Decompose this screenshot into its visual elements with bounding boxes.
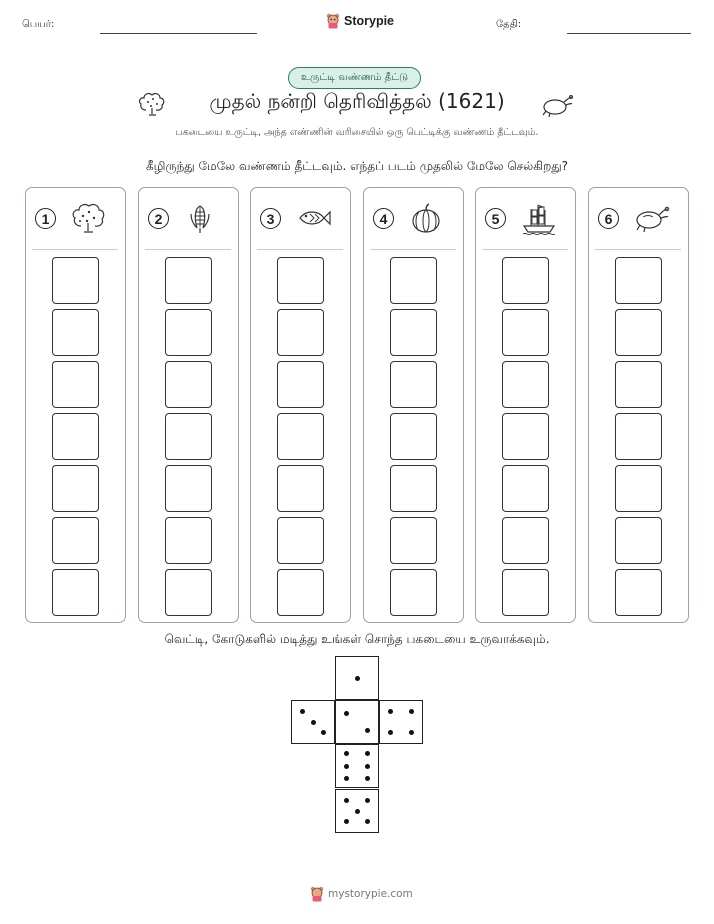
footer xyxy=(310,886,413,902)
dice-pip xyxy=(311,720,316,725)
color-box[interactable] xyxy=(165,361,212,408)
dice-face-1 xyxy=(335,656,379,700)
dice-pip xyxy=(300,709,305,714)
dice-pip xyxy=(365,798,370,803)
column-4 xyxy=(363,187,464,623)
instruction: கீழிருந்து மேலே வண்ணம் தீட்டவும். எந்தப் படம் முதலில் மேலே செல்கிறது? xyxy=(145,159,569,173)
column-number: 5 xyxy=(485,208,506,229)
color-box[interactable] xyxy=(277,309,324,356)
color-box[interactable] xyxy=(502,257,549,304)
color-box[interactable] xyxy=(277,465,324,512)
brand-logo xyxy=(326,13,394,29)
dice-pip xyxy=(365,764,370,769)
tree-icon xyxy=(138,90,168,116)
color-box[interactable] xyxy=(502,569,549,616)
dice-pip xyxy=(344,711,349,716)
dice-pip xyxy=(344,798,349,803)
pumpkin-icon xyxy=(409,202,445,236)
dice-pip xyxy=(344,751,349,756)
bear-icon xyxy=(310,886,324,902)
color-box[interactable] xyxy=(615,257,662,304)
dice-pip xyxy=(365,751,370,756)
brand-name: Storypie xyxy=(344,14,395,28)
dice-face-6 xyxy=(335,744,379,788)
color-box[interactable] xyxy=(615,517,662,564)
color-box[interactable] xyxy=(277,361,324,408)
color-box[interactable] xyxy=(52,517,99,564)
dice-pip xyxy=(365,776,370,781)
color-box[interactable] xyxy=(390,309,437,356)
ship-icon xyxy=(521,202,557,236)
date-label: தேதி: xyxy=(496,19,522,30)
color-box[interactable] xyxy=(277,569,324,616)
dice-pip xyxy=(388,709,393,714)
color-box[interactable] xyxy=(165,465,212,512)
color-box[interactable] xyxy=(502,361,549,408)
column-divider xyxy=(595,249,681,250)
dice-face-2 xyxy=(335,700,379,744)
dice-pip xyxy=(365,728,370,733)
column-divider xyxy=(482,249,568,250)
column-divider xyxy=(257,249,343,250)
color-box[interactable] xyxy=(52,361,99,408)
color-box[interactable] xyxy=(615,309,662,356)
color-box[interactable] xyxy=(390,569,437,616)
color-box[interactable] xyxy=(165,413,212,460)
bear-icon xyxy=(326,13,340,29)
color-box[interactable] xyxy=(502,517,549,564)
dice-pip xyxy=(321,730,326,735)
dice-pip xyxy=(355,809,360,814)
dice-pip xyxy=(355,676,360,681)
column-1 xyxy=(25,187,126,623)
color-box[interactable] xyxy=(52,257,99,304)
turkey-icon xyxy=(634,202,670,236)
dice-pip xyxy=(388,730,393,735)
name-line[interactable] xyxy=(100,33,257,34)
dice-face-3 xyxy=(291,700,335,744)
dice-face-4 xyxy=(379,700,423,744)
page-title: முதல் நன்றி தெரிவித்தல் (1621) xyxy=(209,89,505,113)
dice-pip xyxy=(409,709,414,714)
corn-icon xyxy=(184,202,220,236)
tree-icon xyxy=(71,202,107,236)
color-box[interactable] xyxy=(502,465,549,512)
dice-pip xyxy=(365,819,370,824)
date-line[interactable] xyxy=(567,33,691,34)
column-number: 1 xyxy=(35,208,56,229)
dice-pip xyxy=(409,730,414,735)
color-box[interactable] xyxy=(390,257,437,304)
column-number: 2 xyxy=(148,208,169,229)
dice-face-5 xyxy=(335,789,379,833)
color-box[interactable] xyxy=(390,413,437,460)
subtitle: பகடையை உருட்டி, அந்த எண்ணின் வரிசையில் ஒரு பெட்டிக்கு வண்ணம் தீட்டவும். xyxy=(175,127,539,138)
cut-instruction: வெட்டி, கோடுகளில் மடித்து உங்கள் சொந்த பகடையை உருவாக்கவும். xyxy=(164,632,550,646)
fish-icon xyxy=(296,202,332,236)
color-box[interactable] xyxy=(615,413,662,460)
dice-pip xyxy=(344,819,349,824)
color-box[interactable] xyxy=(165,517,212,564)
color-box[interactable] xyxy=(277,257,324,304)
color-box[interactable] xyxy=(390,361,437,408)
column-6 xyxy=(588,187,689,623)
color-box[interactable] xyxy=(52,309,99,356)
footer-url[interactable]: mystorypie.com xyxy=(328,888,413,900)
column-2 xyxy=(138,187,239,623)
color-box[interactable] xyxy=(615,569,662,616)
column-divider xyxy=(32,249,118,250)
name-label: பெயர்: xyxy=(22,19,55,30)
dice-pip xyxy=(344,776,349,781)
color-box[interactable] xyxy=(165,569,212,616)
column-number: 3 xyxy=(260,208,281,229)
column-divider xyxy=(370,249,456,250)
color-box[interactable] xyxy=(165,309,212,356)
column-number: 6 xyxy=(598,208,619,229)
color-box[interactable] xyxy=(615,361,662,408)
color-box[interactable] xyxy=(277,517,324,564)
activity-badge: உருட்டி வண்ணம் தீட்டு xyxy=(288,67,421,89)
color-box[interactable] xyxy=(390,465,437,512)
dice-pip xyxy=(344,764,349,769)
color-box[interactable] xyxy=(52,465,99,512)
column-3 xyxy=(250,187,351,623)
color-box[interactable] xyxy=(502,309,549,356)
color-box[interactable] xyxy=(52,569,99,616)
color-box[interactable] xyxy=(615,465,662,512)
column-5 xyxy=(475,187,576,623)
color-box[interactable] xyxy=(502,413,549,460)
color-box[interactable] xyxy=(52,413,99,460)
column-divider xyxy=(145,249,231,250)
color-box[interactable] xyxy=(277,413,324,460)
turkey-icon xyxy=(540,92,574,118)
color-box[interactable] xyxy=(165,257,212,304)
column-number: 4 xyxy=(373,208,394,229)
color-box[interactable] xyxy=(390,517,437,564)
